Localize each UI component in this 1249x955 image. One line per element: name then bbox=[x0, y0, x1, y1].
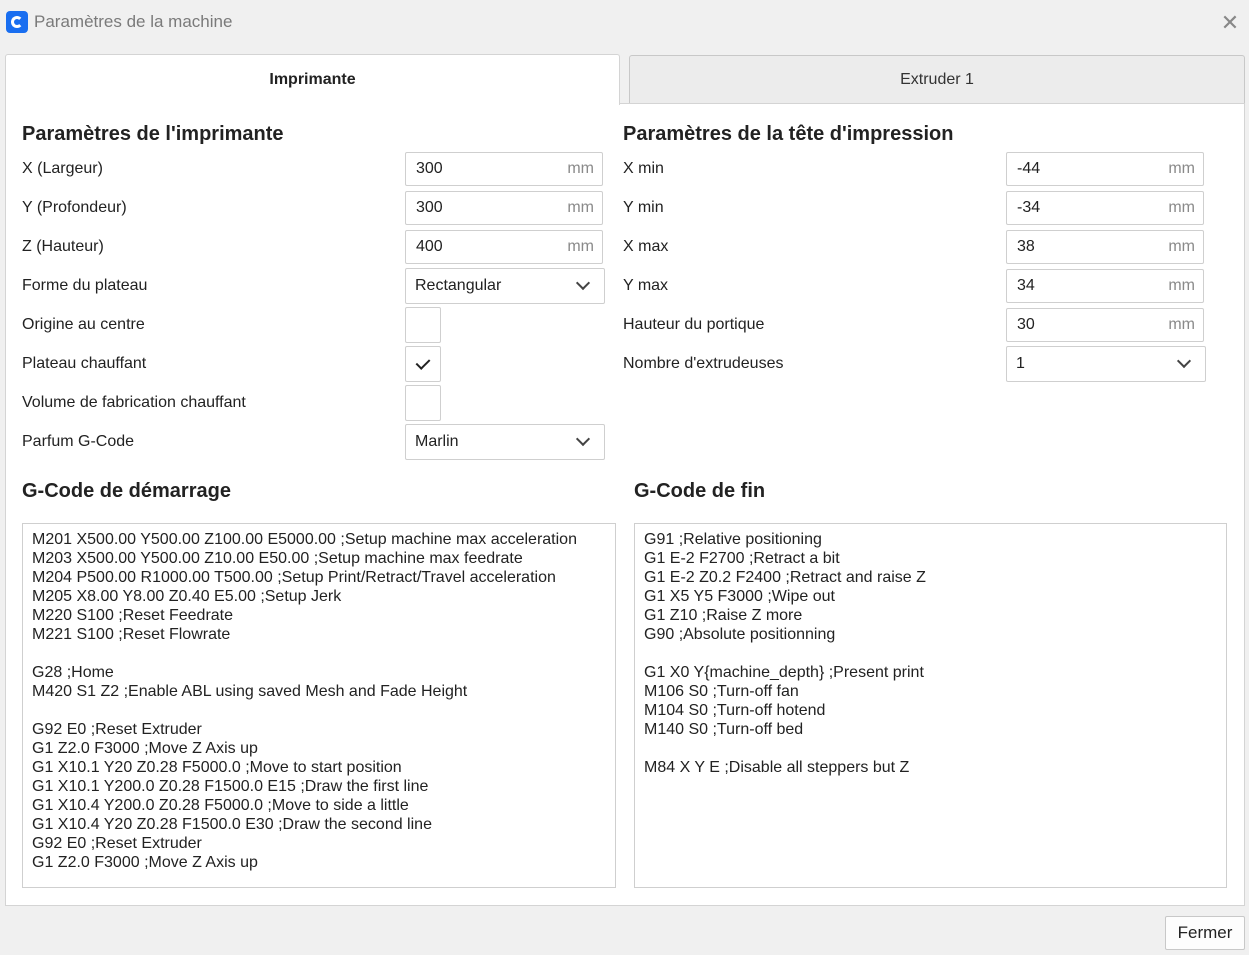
gcode-line: G1 X10.4 Y200.0 Z0.28 F5000.0 ;Move to side a little bbox=[32, 797, 409, 814]
gcode-line: M84 X Y E ;Disable all steppers but Z bbox=[644, 759, 910, 776]
gcode-line: G90 ;Absolute positionning bbox=[644, 626, 836, 643]
xmax-input[interactable] bbox=[1006, 230, 1204, 264]
extruder-count-value: 1 bbox=[1016, 355, 1025, 372]
xmin-value: -44 bbox=[1017, 160, 1041, 177]
x-width-input[interactable] bbox=[405, 152, 603, 186]
gcode-line: G91 ;Relative positioning bbox=[644, 531, 822, 548]
gcode-flavor-label: Parfum G-Code bbox=[22, 433, 135, 450]
window-title: Paramètres de la machine bbox=[34, 12, 233, 31]
xmin-input[interactable] bbox=[1006, 152, 1204, 186]
gcode-line: G1 Z2.0 F3000 ;Move Z Axis up bbox=[32, 854, 258, 871]
gcode-line: G28 ;Home bbox=[32, 664, 114, 681]
gcode-line: M220 S100 ;Reset Feedrate bbox=[32, 607, 234, 624]
printhead-settings-title: Paramètres de la tête d'impression bbox=[623, 123, 954, 145]
ymax-value: 34 bbox=[1017, 277, 1035, 294]
gcode-line: G1 E-2 F2700 ;Retract a bit bbox=[644, 550, 840, 567]
gcode-line: M201 X500.00 Y500.00 Z100.00 E5000.00 ;Setup machine max acceleration bbox=[32, 531, 577, 548]
ymin-value: -34 bbox=[1017, 199, 1041, 216]
checkmark-icon bbox=[416, 355, 431, 370]
gcode-line: M106 S0 ;Turn-off fan bbox=[644, 683, 799, 700]
gcode-line: M203 X500.00 Y500.00 Z10.00 E50.00 ;Setup machine max feedrate bbox=[32, 550, 523, 567]
gcode-line: G1 Z10 ;Raise Z more bbox=[644, 607, 803, 624]
gantry-height-input[interactable] bbox=[1006, 308, 1204, 342]
end-gcode-title: G-Code de fin bbox=[634, 480, 766, 502]
heated-bed-label: Plateau chauffant bbox=[22, 355, 147, 372]
gcode-line bbox=[32, 644, 606, 663]
xmin-label: X min bbox=[623, 160, 664, 177]
start-gcode-textarea[interactable] bbox=[22, 523, 616, 888]
bed-shape-label: Forme du plateau bbox=[22, 277, 148, 294]
unit-label: mm bbox=[567, 238, 594, 255]
y-depth-label: Y (Profondeur) bbox=[22, 199, 127, 216]
gcode-line: M140 S0 ;Turn-off bed bbox=[644, 721, 804, 738]
z-height-input[interactable] bbox=[405, 230, 603, 264]
gcode-line: M104 S0 ;Turn-off hotend bbox=[644, 702, 826, 719]
tab-imprimante[interactable]: Imprimante bbox=[5, 54, 620, 105]
y-depth-value: 300 bbox=[416, 199, 443, 216]
gcode-line: G92 E0 ;Reset Extruder bbox=[32, 721, 202, 738]
z-height-label: Z (Hauteur) bbox=[22, 238, 104, 255]
origin-center-label: Origine au centre bbox=[22, 316, 145, 333]
ymax-input[interactable] bbox=[1006, 269, 1204, 303]
tab-extruder-1[interactable]: Extruder 1 bbox=[629, 55, 1245, 103]
close-button[interactable]: Fermer bbox=[1165, 916, 1245, 950]
start-gcode-title: G-Code de démarrage bbox=[22, 480, 231, 502]
unit-label: mm bbox=[1168, 316, 1195, 333]
gcode-line: G92 E0 ;Reset Extruder bbox=[32, 835, 202, 852]
y-depth-input[interactable] bbox=[405, 191, 603, 225]
xmax-value: 38 bbox=[1017, 238, 1035, 255]
gcode-line: G1 X10.4 Y20 Z0.28 F1500.0 E30 ;Draw the second line bbox=[32, 816, 432, 833]
gcode-line: M204 P500.00 R1000.00 T500.00 ;Setup Print/Retract/Travel acceleration bbox=[32, 569, 556, 586]
gcode-line: M205 X8.00 Y8.00 Z0.40 E5.00 ;Setup Jerk bbox=[32, 588, 342, 605]
title-bar bbox=[0, 0, 1249, 45]
end-gcode-textarea[interactable] bbox=[634, 523, 1227, 888]
printer-settings-title: Paramètres de l'imprimante bbox=[22, 123, 284, 145]
unit-label: mm bbox=[567, 199, 594, 216]
chevron-down-icon bbox=[576, 276, 590, 290]
chevron-down-icon bbox=[1177, 354, 1191, 368]
gantry-height-value: 30 bbox=[1017, 316, 1035, 333]
gcode-line bbox=[644, 739, 1217, 758]
unit-label: mm bbox=[1168, 277, 1195, 294]
gcode-flavor-value: Marlin bbox=[415, 433, 459, 450]
ymin-input[interactable] bbox=[1006, 191, 1204, 225]
gantry-height-label: Hauteur du portique bbox=[623, 316, 765, 333]
gcode-line: G1 X10.1 Y200.0 Z0.28 F1500.0 E15 ;Draw the first line bbox=[32, 778, 429, 795]
origin-center-checkbox[interactable] bbox=[405, 307, 441, 343]
unit-label: mm bbox=[1168, 160, 1195, 177]
ymin-label: Y min bbox=[623, 199, 664, 216]
gcode-line: M420 S1 Z2 ;Enable ABL using saved Mesh and Fade Height bbox=[32, 683, 468, 700]
gcode-line: G1 E-2 Z0.2 F2400 ;Retract and raise Z bbox=[644, 569, 926, 586]
unit-label: mm bbox=[567, 160, 594, 177]
extruder-count-select[interactable] bbox=[1006, 346, 1206, 382]
heated-volume-label: Volume de fabrication chauffant bbox=[22, 394, 246, 411]
bed-shape-value: Rectangular bbox=[415, 277, 502, 294]
xmax-label: X max bbox=[623, 238, 669, 255]
gcode-line: M221 S100 ;Reset Flowrate bbox=[32, 626, 231, 643]
gcode-line: G1 X10.1 Y20 Z0.28 F5000.0 ;Move to start position bbox=[32, 759, 402, 776]
gcode-line bbox=[32, 701, 606, 720]
x-width-label: X (Largeur) bbox=[22, 160, 103, 177]
ymax-label: Y max bbox=[623, 277, 669, 294]
gcode-line: G1 X5 Y5 F3000 ;Wipe out bbox=[644, 588, 835, 605]
x-width-value: 300 bbox=[416, 160, 443, 177]
heated-volume-checkbox[interactable] bbox=[405, 385, 441, 421]
heated-bed-checkbox[interactable] bbox=[405, 346, 441, 382]
unit-label: mm bbox=[1168, 199, 1195, 216]
gcode-line: G1 X0 Y{machine_depth} ;Present print bbox=[644, 664, 924, 681]
gcode-line: G1 Z2.0 F3000 ;Move Z Axis up bbox=[32, 740, 258, 757]
z-height-value: 400 bbox=[416, 238, 443, 255]
cura-logo-icon bbox=[6, 11, 28, 33]
unit-label: mm bbox=[1168, 238, 1195, 255]
close-icon[interactable]: ✕ bbox=[1220, 10, 1240, 35]
extruder-count-label: Nombre d'extrudeuses bbox=[623, 355, 784, 372]
chevron-down-icon bbox=[576, 432, 590, 446]
gcode-line bbox=[644, 644, 1217, 663]
bed-shape-select[interactable] bbox=[405, 268, 605, 304]
gcode-flavor-select[interactable] bbox=[405, 424, 605, 460]
